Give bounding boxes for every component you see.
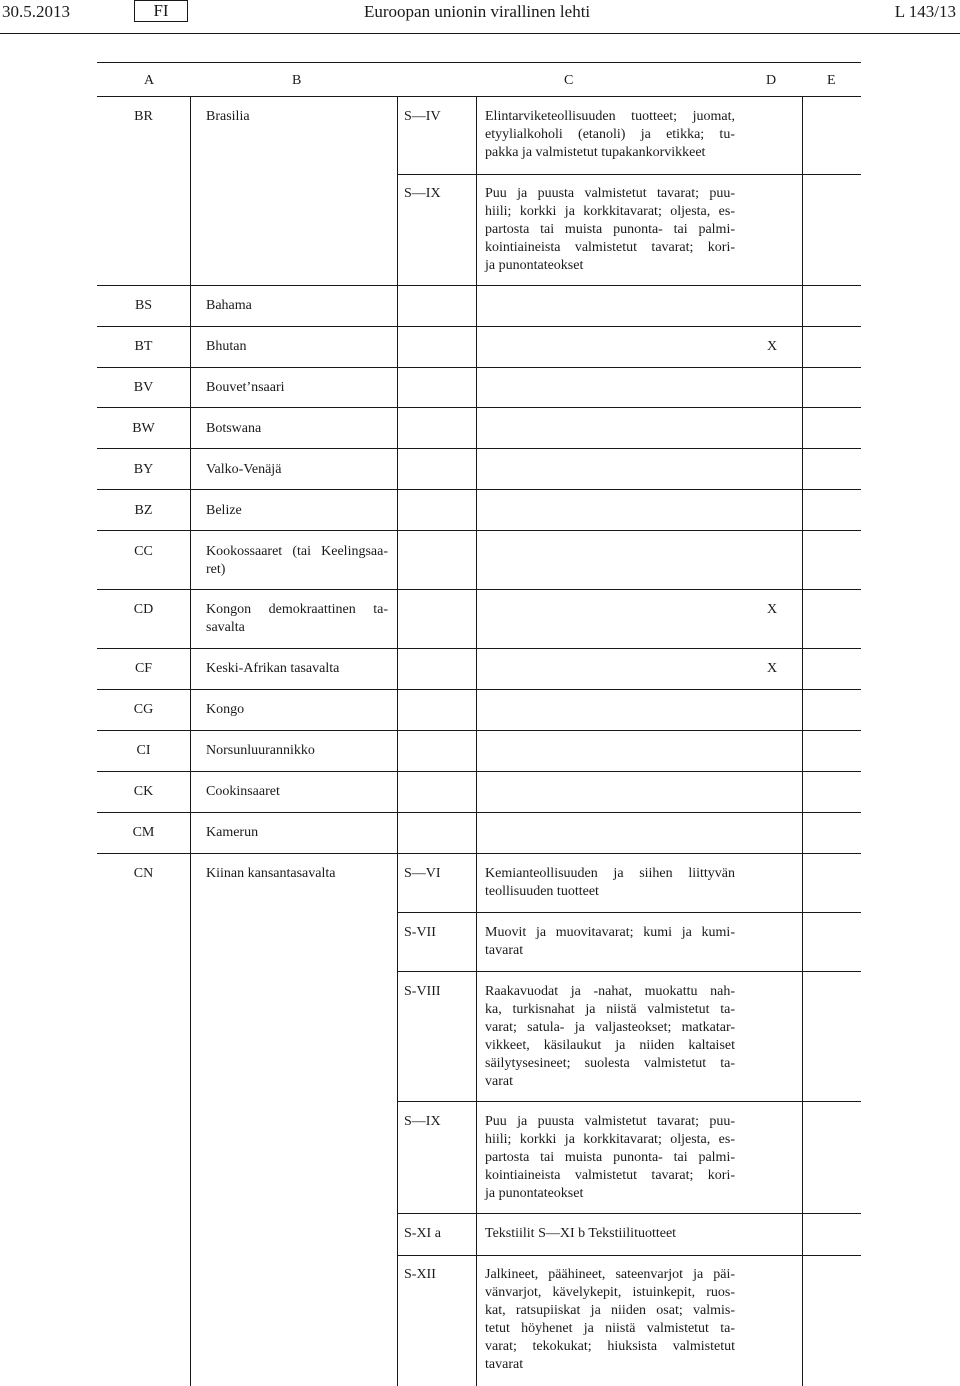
journal-title: Euroopan unionin virallinen lehti bbox=[364, 2, 591, 21]
row-rule bbox=[397, 1255, 861, 1256]
row-rule bbox=[97, 771, 397, 772]
country-name: Bahama bbox=[206, 298, 252, 313]
row-rule bbox=[97, 853, 397, 854]
country-name: Brasilia bbox=[206, 109, 250, 124]
country-code: CI bbox=[136, 743, 151, 758]
country-name: Kiinan kansantasavalta bbox=[206, 866, 336, 881]
column-d-mark: X bbox=[766, 602, 778, 617]
page-reference: L 143/13 bbox=[894, 2, 956, 21]
row-rule bbox=[397, 812, 861, 813]
row-rule bbox=[397, 174, 861, 175]
row-rule bbox=[97, 407, 397, 408]
column-rule-1 bbox=[190, 96, 191, 1386]
row-rule bbox=[397, 1101, 861, 1102]
section-code: S—VI bbox=[404, 866, 441, 881]
row-rule bbox=[97, 326, 397, 327]
table-top-rule bbox=[97, 62, 861, 63]
row-rule bbox=[397, 912, 861, 913]
section-description: Jalkineet, päähineet, sateenvarjot ja päi- vänvarjot, kävelykepit, istuinkepit, ruos- kat, ratsupiiskat ja niiden osat; valmis- tetut höyhenet ja niistä valmistetut ta- varat; tekokukat; hiuksista valmistetut tavarat bbox=[485, 1267, 735, 1372]
language-badge: FI bbox=[134, 0, 188, 22]
section-code: S—IX bbox=[404, 186, 441, 201]
country-code: CK bbox=[133, 784, 154, 799]
section-description: Puu ja puusta valmistetut tavarat; puu- hiili; korkki ja korkkitavarat; oljesta, es- partosta tai muista punonta- tai palmi- kointiaineista valmistetut tavarat; kori- ja punontateokset bbox=[485, 186, 735, 273]
section-description: Raakavuodat ja -nahat, muokattu nah- ka, turkisnahat ja niistä valmistetut ta- varat; satula- ja valjasteokset; matkatar- vikkeet, käsilaukut ja niiden kaltaiset säilytysesineet; suolesta valmistetut ta- varat bbox=[485, 984, 735, 1089]
section-code: S-XII bbox=[404, 1267, 436, 1282]
country-name: Kamerun bbox=[206, 825, 259, 840]
column-header-c: C bbox=[564, 73, 574, 88]
column-rule-2 bbox=[397, 96, 398, 1386]
country-name: Kongon demokraattinen ta- savalta bbox=[206, 602, 388, 635]
row-rule bbox=[397, 530, 861, 531]
row-rule bbox=[397, 285, 861, 286]
country-name: Kookossaaret (tai Keelingsaa- ret) bbox=[206, 544, 388, 577]
publication-date: 30.5.2013 bbox=[2, 2, 70, 21]
column-d-mark: X bbox=[766, 339, 778, 354]
column-rule-3 bbox=[476, 96, 477, 1386]
country-code: BV bbox=[133, 380, 154, 395]
row-rule bbox=[97, 689, 397, 690]
column-header-e: E bbox=[827, 73, 836, 88]
section-code: S—IV bbox=[404, 109, 441, 124]
section-description: Puu ja puusta valmistetut tavarat; puu- hiili; korkki ja korkkitavarat; oljesta, es- partosta tai muista punonta- tai palmi- kointiaineista valmistetut tavarat; kori- ja punontateokset bbox=[485, 1114, 735, 1201]
section-code: S-XI a bbox=[404, 1226, 441, 1241]
row-rule bbox=[397, 853, 861, 854]
country-code: BT bbox=[134, 339, 153, 354]
row-rule bbox=[97, 367, 397, 368]
country-name: Botswana bbox=[206, 421, 262, 436]
country-name: Norsunluurannikko bbox=[206, 743, 315, 758]
row-rule bbox=[97, 589, 397, 590]
page-header bbox=[0, 0, 960, 34]
row-rule bbox=[97, 812, 397, 813]
row-rule bbox=[397, 771, 861, 772]
country-code: BS bbox=[134, 298, 153, 313]
section-description: Elintarviketeollisuuden tuotteet; juomat, etyylialkoholi (etanoli) ja etikka; tu- pakka ja valmistetut tupakankorvikkeet bbox=[485, 109, 735, 160]
column-header-b: B bbox=[292, 73, 302, 88]
header-rule bbox=[0, 33, 960, 34]
country-code: BR bbox=[134, 109, 153, 124]
country-name: Bouvet’nsaari bbox=[206, 380, 285, 395]
row-rule bbox=[397, 326, 861, 327]
row-rule bbox=[397, 648, 861, 649]
row-rule bbox=[397, 489, 861, 490]
country-name: Kongo bbox=[206, 702, 245, 717]
section-description: Tekstiilit S—XI b Tekstiilituotteet bbox=[485, 1226, 677, 1241]
section-description: Kemianteollisuuden ja siihen liittyvän teollisuuden tuotteet bbox=[485, 866, 735, 899]
row-rule bbox=[397, 448, 861, 449]
row-rule bbox=[397, 730, 861, 731]
country-code: CD bbox=[133, 602, 154, 617]
row-rule bbox=[97, 530, 397, 531]
row-rule bbox=[97, 730, 397, 731]
country-name: Keski-Afrikan tasavalta bbox=[206, 661, 340, 676]
country-code: CM bbox=[132, 825, 155, 840]
section-code: S-VIII bbox=[404, 984, 441, 999]
country-code: CF bbox=[134, 661, 153, 676]
row-rule bbox=[397, 367, 861, 368]
row-rule bbox=[397, 589, 861, 590]
country-code: BZ bbox=[134, 503, 153, 518]
section-code: S—IX bbox=[404, 1114, 441, 1129]
row-rule bbox=[397, 689, 861, 690]
column-header-a: A bbox=[144, 73, 155, 88]
column-header-d: D bbox=[766, 73, 777, 88]
country-code: BY bbox=[133, 462, 154, 477]
row-rule bbox=[397, 971, 861, 972]
row-rule bbox=[97, 648, 397, 649]
country-code: CN bbox=[133, 866, 154, 881]
column-rule-4 bbox=[802, 96, 803, 1386]
section-code: S-VII bbox=[404, 925, 436, 940]
row-rule bbox=[97, 285, 397, 286]
row-rule bbox=[97, 489, 397, 490]
country-name: Bhutan bbox=[206, 339, 247, 354]
table-header-rule bbox=[97, 96, 861, 97]
country-code: CG bbox=[133, 702, 154, 717]
country-name: Valko-Venäjä bbox=[206, 462, 282, 477]
section-description: Muovit ja muovitavarat; kumi ja kumi- tavarat bbox=[485, 925, 735, 958]
country-code: BW bbox=[132, 421, 155, 436]
row-rule bbox=[97, 448, 397, 449]
row-rule bbox=[397, 407, 861, 408]
row-rule bbox=[397, 1213, 861, 1214]
country-name: Belize bbox=[206, 503, 242, 518]
column-d-mark: X bbox=[766, 661, 778, 676]
country-name: Cookinsaaret bbox=[206, 784, 280, 799]
country-code: CC bbox=[134, 544, 153, 559]
